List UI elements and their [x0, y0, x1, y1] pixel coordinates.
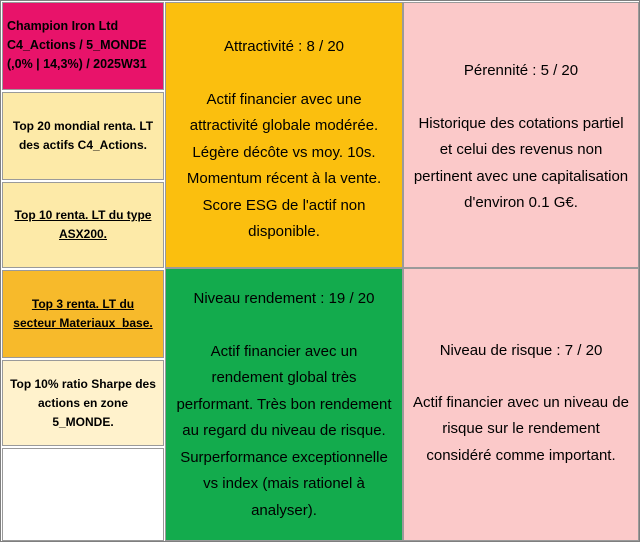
perennite-panel [403, 2, 639, 268]
rendement-title: Niveau rendement : 19 / 20 [193, 290, 375, 307]
rendement-text: Actif financier avec un rendement global très performant. Très bon rendement au regard du niveau de risque. Surperformance exceptionnelle vs index (mais rationel à analyser). [176, 342, 392, 519]
risque-title: Niveau de risque : 7 / 20 [439, 342, 603, 359]
attractivite-title: Attractivité : 8 / 20 [223, 38, 345, 55]
attractivite-panel [165, 2, 403, 268]
empty-cell [2, 448, 164, 541]
company-name: Champion Iron Ltd [7, 19, 119, 33]
badge-top10-type-link[interactable] [2, 182, 164, 268]
badge-label: Top 10% ratio Sharpe des actions en zone 5_MONDE. [10, 376, 156, 429]
asset-stats: (,0% | 14,3%) / 2025W31 [7, 57, 147, 71]
rendement-panel [165, 268, 403, 541]
badge-top10-sharpe [2, 360, 164, 446]
badge-label[interactable]: Top 3 renta. LT du secteur Materiaux_base. [13, 297, 153, 330]
perennite-title: Pérennité : 5 / 20 [463, 62, 579, 79]
risque-panel [403, 268, 639, 541]
badge-top3-secteur-link[interactable] [2, 270, 164, 358]
attractivite-text: Actif financier avec une attractivité globale modérée. Légère décôte vs moy. 10s. Momentum récent à la vente. Score ESG de l'actif non disponible. [186, 90, 382, 240]
asset-title-block [2, 2, 164, 90]
risque-text: Actif financier avec un niveau de risque sur le rendement considéré comme important. [413, 393, 629, 464]
perennite-text: Historique des cotations partiel et celui des revenus non pertinent avec une capitalisation d'environ 0.1 G€. [413, 114, 629, 211]
badge-label: Top 20 mondial renta. LT des actifs C4_Actions. [12, 119, 154, 152]
badge-top20-mondial [2, 92, 164, 180]
asset-category: C4_Actions / 5_MONDE [7, 38, 147, 52]
badge-label[interactable]: Top 10 renta. LT du type ASX200. [14, 208, 152, 241]
